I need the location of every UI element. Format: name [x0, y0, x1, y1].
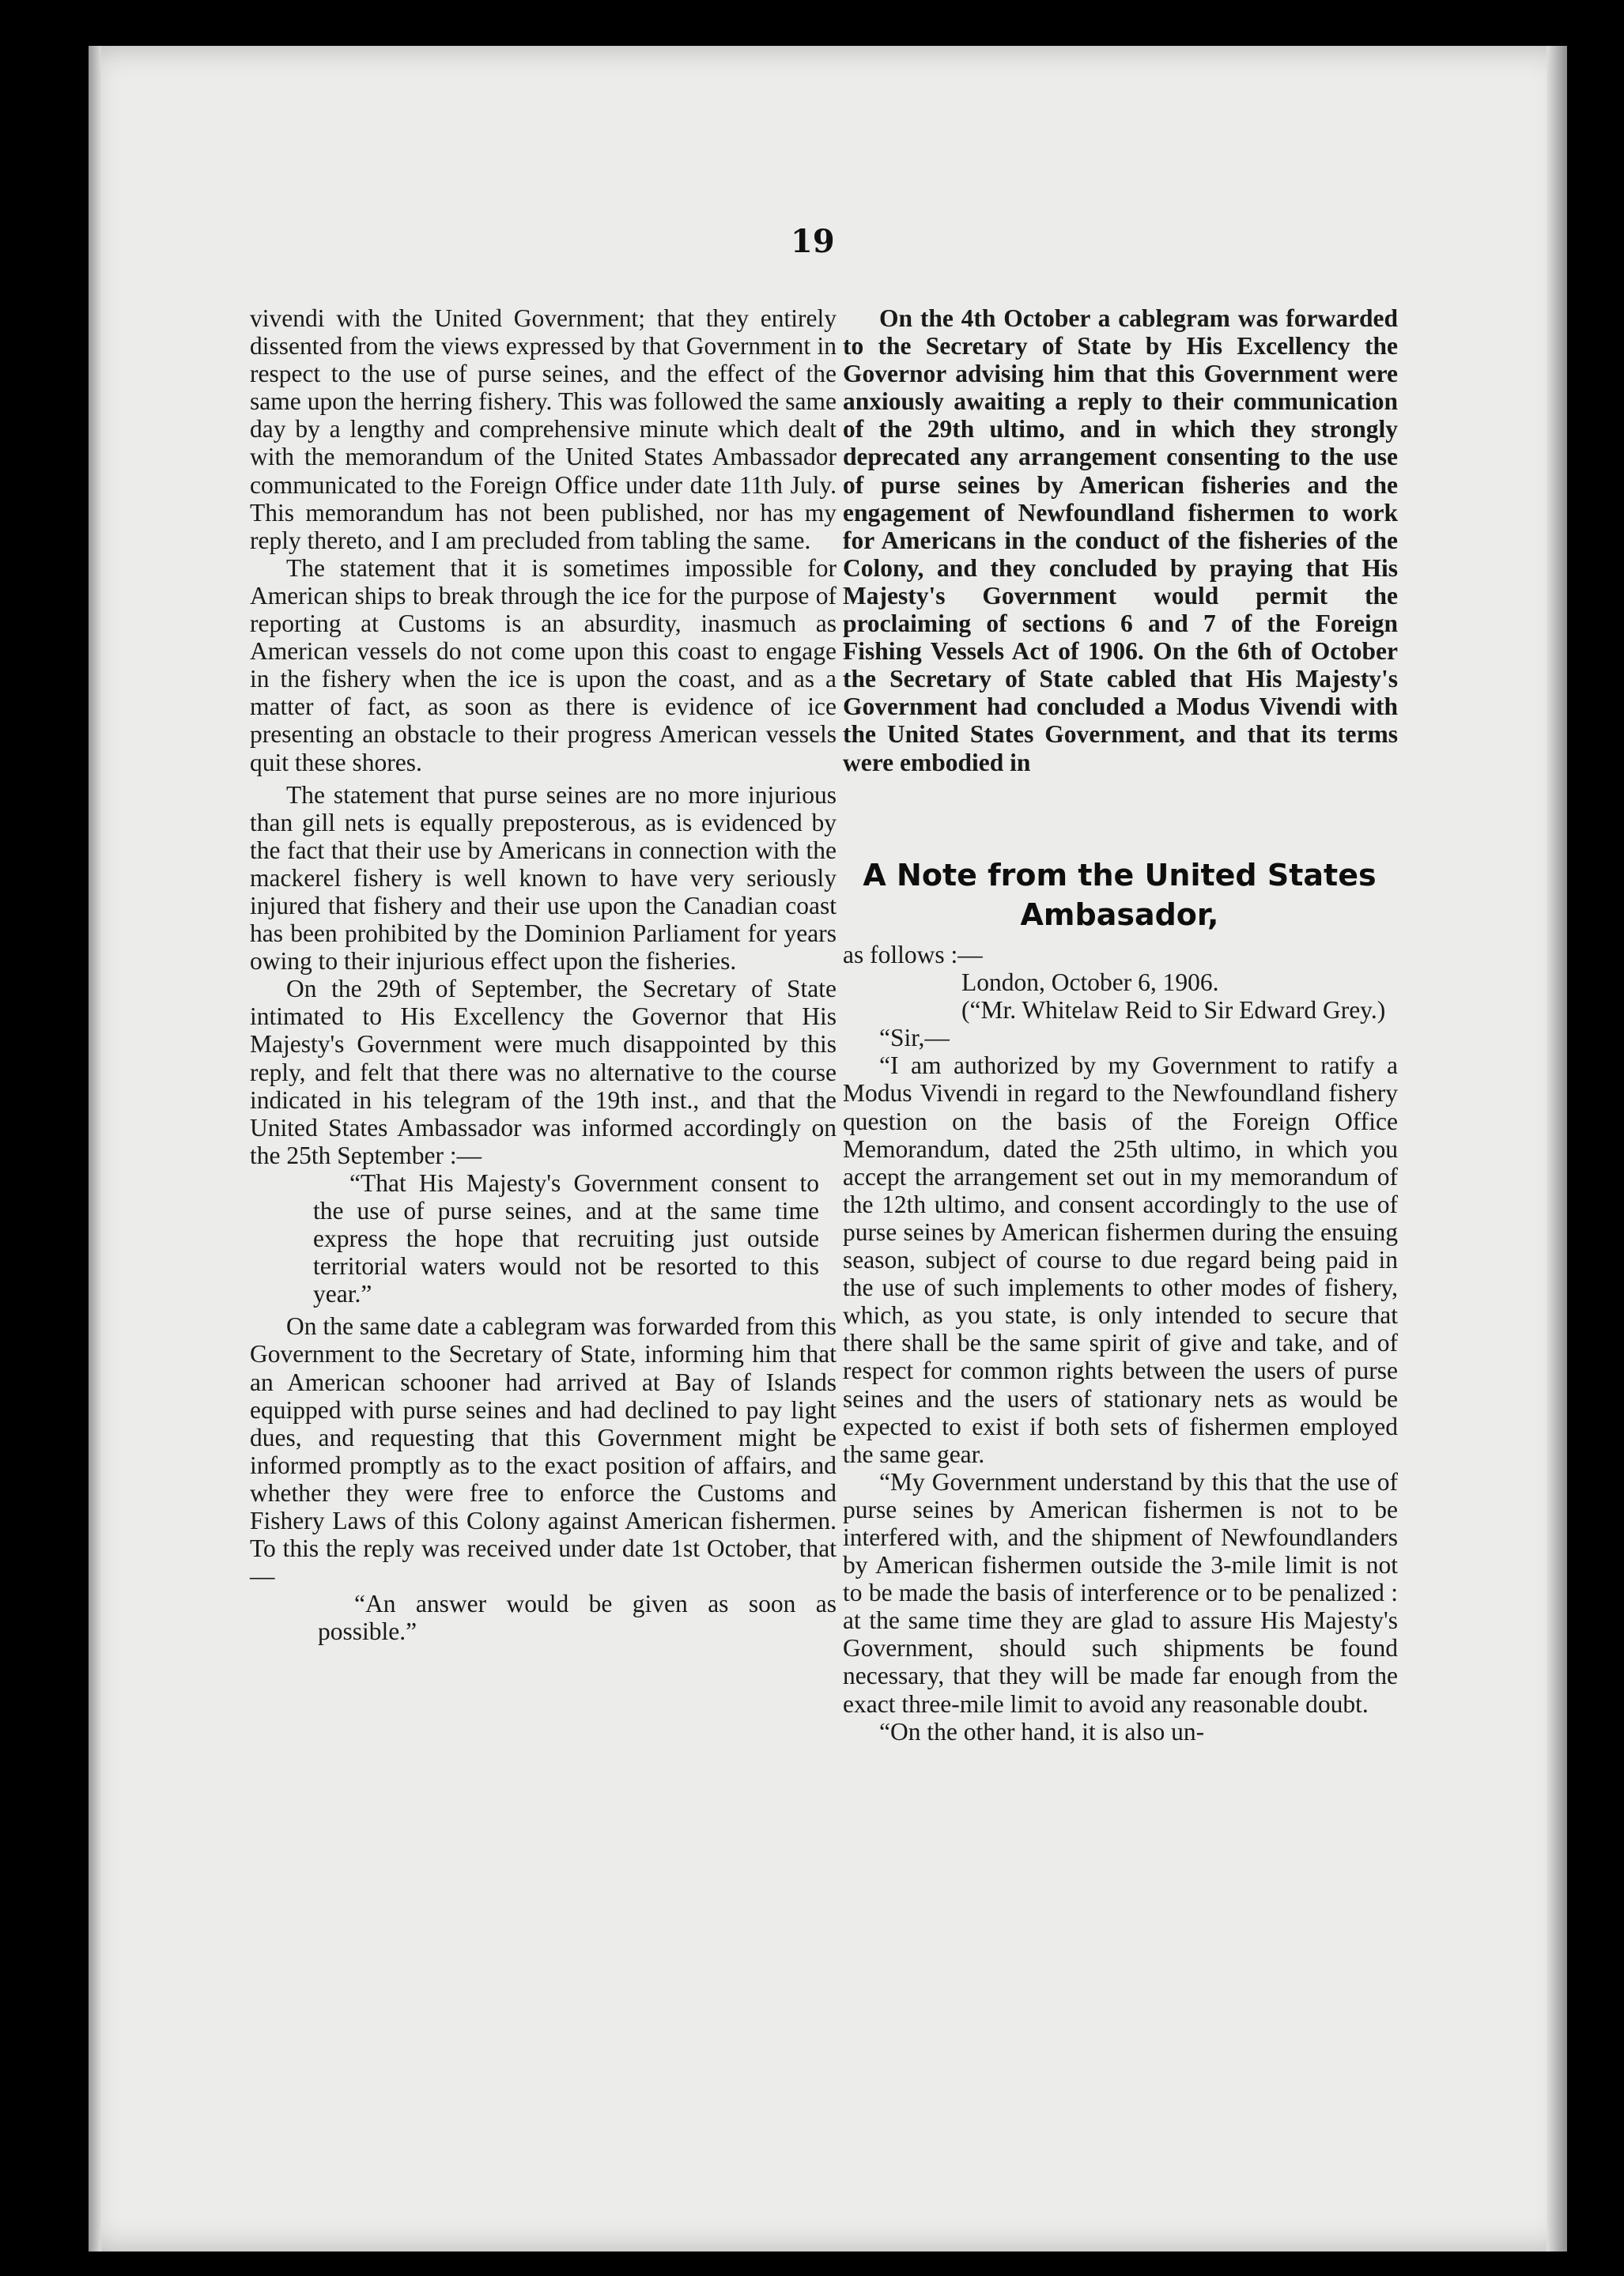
- left-paragraph-2: The statement that it is sometimes impossible for American ships to break through the ice for the purpose of reporting at Customs is an absurdity, inasmuch as American vessels do not come upon this coast to engage in the fishery when the ice is upon the coast, and as a matter of fact, as soon as there is evidence of ice presenting an obstacle to their progress American vessels quit these shores.: [250, 553, 837, 776]
- left-column: [250, 304, 837, 1646]
- page-left-edge: [89, 46, 101, 2251]
- intro-line: as follows :—: [843, 941, 983, 968]
- left-paragraph-3: The statement that purse seines are no more injurious than gill nets is equally preposterous, as is evidenced by the fact that their use by Americans in connection with the mackerel fishery is well known to have very seriously injured that fishery and their use upon the Canadian coast has been prohibited by the Dominion Parliament for years owing to their injurious effect upon the fisheries.: [250, 780, 837, 976]
- page-number: 19: [791, 223, 835, 260]
- right-paragraph-2: “I am authorized by my Government to ratify a Modus Vivendi in regard to the Newfoundland fishery question on the basis of the Foreign Office Memorandum, dated the 25th ultimo, in which you accept the arrangement set out in my memorandum of the 12th ultimo, and consent accordingly to the use of purse seines by American fishermen during the ensuing season, subject of course to due regard being paid in the use of such implements to other modes of fishery, which, as you state, is only intended to secure that there shall be the same spirit of give and take, and of respect for common rights between the users of purse seines and the users of stationary nets as would be expected to exist if both sets of fishermen employed the same gear.: [843, 1051, 1398, 1468]
- left-quote-1: “That His Majesty's Government consent to the use of purse seines, and at the same time express the hope that recruiting just outside territorial waters would not be resorted to this year.”: [313, 1168, 819, 1308]
- section-heading: A Note from the United States Ambasador,: [863, 858, 1377, 932]
- right-column-lower: [843, 941, 1398, 1746]
- salutation: “Sir,—: [879, 1024, 950, 1052]
- left-paragraph-4: On the 29th of September, the Secretary of State intimated to His Excellency the Governor that His Majesty's Government were much disappointed by this reply, and felt that there was no alternative to the course indicated in his telegram of the 19th inst., and that the United States Ambassador was informed accordingly on the 25th September :—: [250, 975, 837, 1169]
- left-paragraph-1: vivendi with the United Government; that they entirely dissented from the views expressed by that Government in respect to the use of purse seines, and the effect of the same upon the herring fishery. This was followed the same day by a lengthy and comprehensive minute which dealt with the memorandum of the United States Ambassador communicated to the Foreign Office under date 11th July. This memorandum has not been published, nor has my reply thereto, and I am precluded from tabling the same.: [250, 304, 837, 554]
- left-paragraph-5: On the same date a cablegram was forwarded from this Government to the Secretary of State, informing him that an American schooner had arrived at Bay of Islands equipped with purse seines and had declined to pay light dues, and requesting that this Government might be informed promptly as to the exact position of affairs, and whether they were free to enforce the Customs and Fishery Laws of this Colony against American fishermen. To this the reply was received under date 1st October, that—: [250, 1312, 837, 1591]
- right-paragraph-1: On the 4th October a cablegram was forwarded to the Secretary of State by His Excellency the Governor advising him that this Government were anxiously awaiting a reply to their communication of the 29th ultimo, and in which they strongly deprecated any arrangement consenting to the use of purse seines by American fisheries and the engagement of Newfoundland fishermen to work for Americans in the conduct of the fisheries of the Colony, and they concluded by praying that His Majesty's Government would permit the proclaiming of sections 6 and 7 of the Foreign Fishing Vessels Act of 1906. On the 6th of October the Secretary of State cabled that His Majesty's Government had concluded a Modus Vivendi with the United States Government, and that its terms were embodied in: [843, 304, 1398, 776]
- right-column-upper: [843, 304, 1398, 776]
- dateline: London, October 6, 1906.: [961, 968, 1219, 997]
- page-right-fold: [1547, 46, 1567, 2251]
- left-quote-2: “An answer would be given as soon as possible.”: [318, 1590, 837, 1646]
- attribution: (“Mr. Whitelaw Reid to Sir Edward Grey.): [961, 996, 1386, 1025]
- right-paragraph-3: “My Government understand by this that the use of purse seines by American fishermen is not to be interfered with, and the shipment of Newfoundlanders by American fishermen outside the 3-mile limit is not to be made the basis of interference or to be penalized : at the same time they are glad to assure His Majesty's Government, should such shipments be found necessary, that they will be made far enough from the exact three-mile limit to avoid any reasonable doubt.: [843, 1467, 1398, 1718]
- right-paragraph-4: “On the other hand, it is also un-: [879, 1717, 1205, 1746]
